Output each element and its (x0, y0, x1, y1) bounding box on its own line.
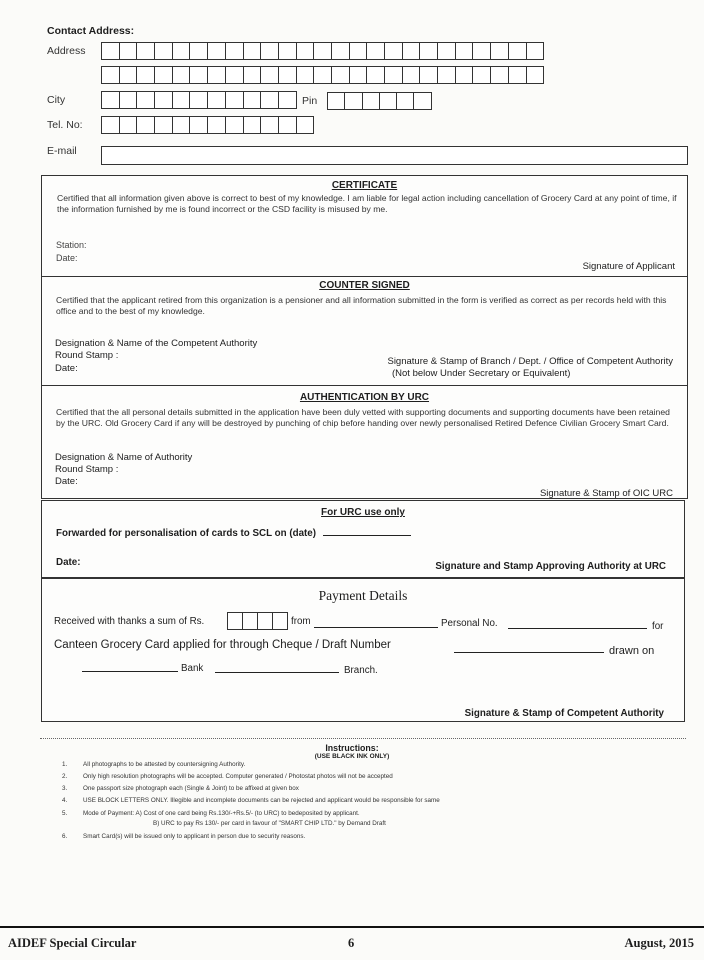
address-char-box[interactable] (384, 42, 403, 60)
city-boxes[interactable] (101, 91, 296, 109)
address-char-box[interactable] (402, 66, 421, 84)
address-label: Address (47, 45, 86, 57)
city-char-box[interactable] (154, 91, 173, 109)
certificate-text: Certified that all information given above is correct to best of my knowledge. I am liable for legal action including cancellation of Grocery Card at any point of time, if the information furnished by me is found incorrect or the CSD facility is misused by me. (57, 193, 677, 214)
address-char-box[interactable] (490, 42, 509, 60)
address-char-box[interactable] (189, 66, 208, 84)
cheque-number-field[interactable] (454, 652, 604, 653)
urc-use-panel (41, 500, 685, 578)
oic-urc-signature-label: Signature & Stamp of OIC URC (539, 488, 673, 499)
tel-digit-box[interactable] (225, 116, 244, 134)
instructions-title: Instructions: (325, 743, 379, 753)
auth-date-label: Date: (55, 476, 78, 487)
address-char-box[interactable] (101, 42, 120, 60)
pin-digit-box[interactable] (379, 92, 397, 110)
urc-use-title: For URC use only (321, 507, 405, 518)
tel-digit-box[interactable] (243, 116, 262, 134)
amount-box[interactable] (227, 612, 243, 630)
from-field[interactable] (314, 627, 438, 628)
footer-left: AIDEF Special Circular (8, 936, 137, 950)
instruction-text: B) URC to pay Rs 130/- per card in favour of "SMART CHIP LTD." by Demand Draft (153, 820, 386, 827)
tel-digit-box[interactable] (101, 116, 120, 134)
tel-label: Tel. No: (47, 119, 83, 131)
instruction-number: 1. (62, 761, 68, 768)
address-char-box[interactable] (119, 42, 138, 60)
address-char-box[interactable] (225, 66, 244, 84)
address-char-box[interactable] (278, 42, 297, 60)
address-char-box[interactable] (313, 66, 332, 84)
address-char-box[interactable] (207, 66, 226, 84)
address-char-box[interactable] (490, 66, 509, 84)
urc-date-label: Date: (56, 557, 81, 568)
email-label: E-mail (47, 145, 77, 157)
certificate-date-label: Date: (56, 253, 78, 263)
instruction-text: USE BLOCK LETTERS ONLY. Illegible and incomplete documents can be rejected and applicant would be responsible for same (83, 797, 440, 804)
city-char-box[interactable] (278, 91, 297, 109)
certificate-title: CERTIFICATE (331, 180, 398, 191)
instruction-text: One passport size photograph each (Single & Joint) to be affixed at given box (83, 785, 299, 792)
tel-digit-box[interactable] (278, 116, 297, 134)
pin-label: Pin (302, 95, 318, 107)
authentication-title: AUTHENTICATION BY URC (299, 392, 430, 403)
certificate-station-label: Station: (56, 240, 87, 250)
instruction-number: 6. (62, 833, 68, 840)
drawn-on-label: drawn on (609, 645, 655, 657)
address-char-box[interactable] (419, 66, 438, 84)
address-char-box[interactable] (437, 66, 456, 84)
amount-box[interactable] (272, 612, 288, 630)
instruction-number: 2. (62, 773, 68, 780)
contact-heading: Contact Address: (47, 25, 135, 37)
bank-label: Bank (181, 663, 204, 674)
address-char-box[interactable] (455, 66, 474, 84)
pin-digit-box[interactable] (413, 92, 431, 110)
applicant-signature-label: Signature of Applicant (582, 261, 675, 272)
tel-digit-box[interactable] (172, 116, 191, 134)
address-char-box[interactable] (331, 42, 350, 60)
city-char-box[interactable] (101, 91, 120, 109)
city-char-box[interactable] (119, 91, 138, 109)
address-char-box[interactable] (313, 42, 332, 60)
address-char-box[interactable] (154, 66, 173, 84)
address-char-box[interactable] (472, 66, 491, 84)
counter-signed-text: Certified that the applicant retired from this organization is a pensioner and all information submitted in the form is verified as correct as per records held with this office and to the best of my knowledge. (56, 295, 667, 316)
footer-rule (0, 926, 704, 928)
address-char-box[interactable] (419, 42, 438, 60)
address-char-box[interactable] (366, 66, 385, 84)
tel-digit-box[interactable] (154, 116, 173, 134)
address-char-box[interactable] (402, 42, 421, 60)
address-char-box[interactable] (508, 42, 527, 60)
address-char-box[interactable] (526, 66, 545, 84)
tel-digit-box[interactable] (119, 116, 138, 134)
city-label: City (47, 94, 66, 106)
address-char-box[interactable] (172, 42, 191, 60)
pin-digit-box[interactable] (362, 92, 380, 110)
address-char-box[interactable] (384, 66, 403, 84)
address-char-box[interactable] (119, 66, 138, 84)
footer-page-number: 6 (348, 936, 355, 950)
address-char-box[interactable] (296, 42, 315, 60)
address-char-box[interactable] (207, 42, 226, 60)
city-char-box[interactable] (260, 91, 279, 109)
address-char-box[interactable] (437, 42, 456, 60)
address-char-box[interactable] (296, 66, 315, 84)
instruction-text: Mode of Payment: A) Cost of one card being Rs.130/-+Rs.5/- (to URC) to bedeposited by applicant. (83, 810, 360, 817)
tel-digit-box[interactable] (189, 116, 208, 134)
forwarded-date-field[interactable] (323, 535, 411, 536)
address-char-box[interactable] (455, 42, 474, 60)
competent-authority-designation-label: Designation & Name of the Competent Authority (55, 338, 258, 349)
city-char-box[interactable] (207, 91, 226, 109)
forwarded-label-text: Forwarded for personalisation of cards to SCL on (date) (56, 528, 317, 539)
address-char-box[interactable] (508, 66, 527, 84)
personal-no-label: Personal No. (441, 618, 498, 629)
tel-digit-box[interactable] (136, 116, 155, 134)
payment-panel (41, 578, 685, 722)
email-field[interactable] (101, 146, 688, 165)
address-char-box[interactable] (349, 66, 368, 84)
counter-signed-title: COUNTER SIGNED (319, 280, 410, 291)
personal-no-field[interactable] (508, 628, 647, 629)
competent-authority-signature-label: Signature & Stamp of Competent Authority (464, 708, 664, 719)
dotted-separator (40, 738, 686, 739)
approving-authority-signature-label: Signature and Stamp Approving Authority at URC (435, 561, 666, 572)
tel-digit-box[interactable] (296, 116, 315, 134)
address-char-box[interactable] (225, 42, 244, 60)
amount-boxes[interactable] (227, 612, 287, 630)
address-char-box[interactable] (172, 66, 191, 84)
city-char-box[interactable] (243, 91, 262, 109)
authentication-text: Certified that the all personal details submitted in the application have been duly vetted with supporting documents and supporting documents have been retained by the URC. Old Grocery Card if any will be destroyed by punching of chip before handing over newly personalised Retired Defence Civilian Grocery Smart Card. (56, 407, 670, 428)
address-char-box[interactable] (189, 42, 208, 60)
instruction-number: 5. (62, 810, 68, 817)
amount-box[interactable] (242, 612, 258, 630)
branch-label: Branch. (344, 665, 378, 676)
address-char-box[interactable] (349, 42, 368, 60)
payment-title: Payment Details (318, 588, 408, 603)
address-char-box[interactable] (101, 66, 120, 84)
address-line-2-boxes[interactable] (101, 66, 543, 84)
authority-designation-label: Designation & Name of Authority (55, 452, 193, 463)
city-char-box[interactable] (172, 91, 191, 109)
forwarded-label (56, 528, 411, 539)
branch-name-field[interactable] (215, 672, 339, 673)
pin-boxes[interactable] (327, 92, 431, 110)
city-char-box[interactable] (225, 91, 244, 109)
address-char-box[interactable] (136, 42, 155, 60)
address-char-box[interactable] (278, 66, 297, 84)
address-char-box[interactable] (136, 66, 155, 84)
counter-date-label: Date: (55, 363, 78, 374)
from-label: from (291, 616, 311, 627)
instruction-text: All photographs to be attested by countersigning Authority. (83, 761, 246, 768)
footer-right: August, 2015 (624, 936, 694, 950)
bank-name-field[interactable] (82, 671, 178, 672)
auth-round-stamp-label: Round Stamp : (55, 464, 119, 475)
address-char-box[interactable] (260, 42, 279, 60)
tel-digit-box[interactable] (207, 116, 226, 134)
instruction-text: Smart Card(s) will be issued only to applicant in person due to security reasons. (83, 833, 306, 840)
received-label: Received with thanks a sum of Rs. (54, 616, 205, 627)
authentication-panel (41, 385, 688, 499)
address-char-box[interactable] (526, 42, 545, 60)
city-char-box[interactable] (136, 91, 155, 109)
address-char-box[interactable] (260, 66, 279, 84)
tel-digit-box[interactable] (260, 116, 279, 134)
counter-round-stamp-label: Round Stamp : (55, 350, 119, 361)
city-char-box[interactable] (189, 91, 208, 109)
cheque-label: Canteen Grocery Card applied for through Cheque / Draft Number (54, 639, 391, 651)
address-char-box[interactable] (472, 42, 491, 60)
tel-boxes[interactable] (101, 116, 313, 134)
counter-signed-panel (41, 276, 688, 386)
for-label: for (652, 621, 664, 632)
certificate-panel (41, 175, 688, 277)
pin-digit-box[interactable] (327, 92, 345, 110)
branch-signature-label: Signature & Stamp of Branch / Dept. / Office of Competent Authority (387, 356, 673, 367)
address-char-box[interactable] (243, 42, 262, 60)
pin-digit-box[interactable] (396, 92, 414, 110)
instruction-number: 4. (62, 797, 68, 804)
instructions-subtitle: (USE BLACK INK ONLY) (314, 753, 390, 760)
amount-box[interactable] (257, 612, 273, 630)
address-char-box[interactable] (331, 66, 350, 84)
address-line-1-boxes[interactable] (101, 42, 543, 60)
under-secretary-note: (Not below Under Secretary or Equivalent) (392, 368, 571, 379)
address-char-box[interactable] (154, 42, 173, 60)
instruction-text: Only high resolution photographs will be accepted. Computer generated / Photostat photos will not be accepted (83, 773, 393, 780)
pin-digit-box[interactable] (344, 92, 362, 110)
address-char-box[interactable] (366, 42, 385, 60)
address-char-box[interactable] (243, 66, 262, 84)
instruction-number: 3. (62, 785, 68, 792)
